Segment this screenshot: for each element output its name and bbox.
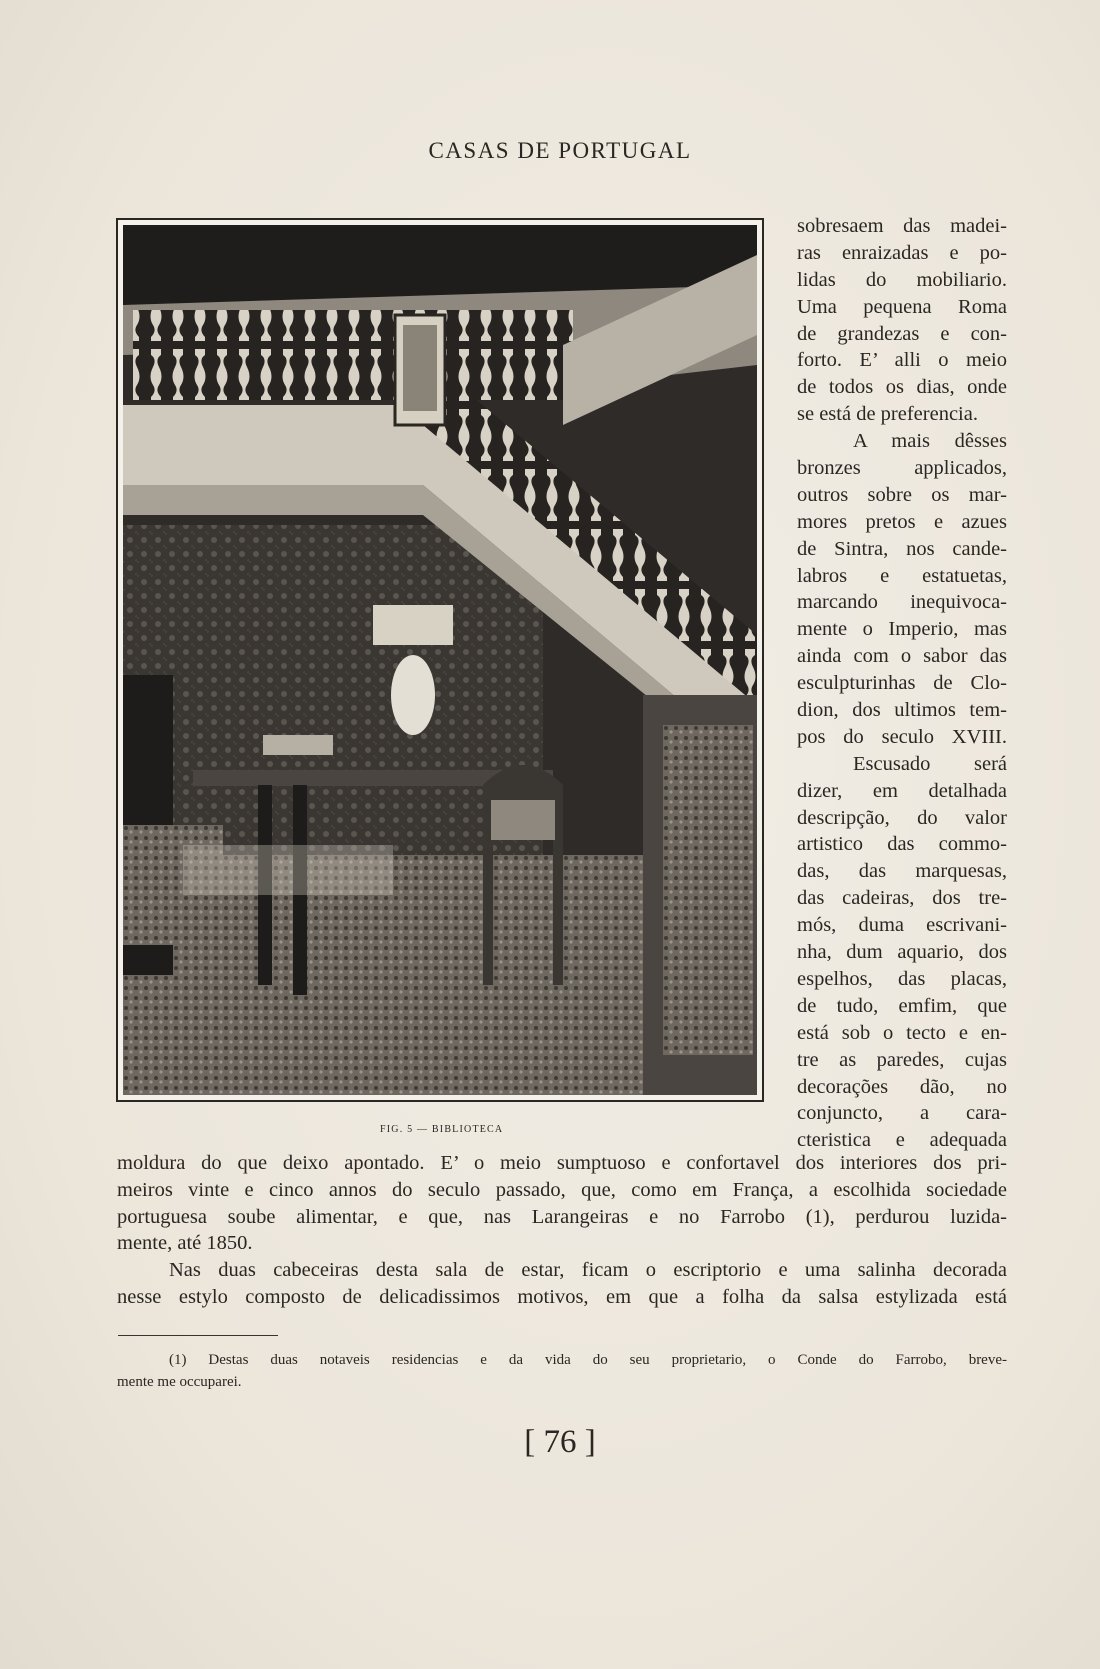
text-line: forto. E’ alli o meio — [797, 349, 1007, 372]
text-line: A mais dêsses — [853, 430, 1007, 453]
footnote-line: mente me occuparei. — [117, 1374, 242, 1390]
text-line: decorações dão, no — [797, 1075, 1007, 1098]
right-column-text — [797, 213, 1007, 1154]
text-line: lidas do mobiliario. — [797, 268, 1007, 291]
running-head: CASAS DE PORTUGAL — [428, 138, 692, 163]
text-line: sobresaem das madei- — [797, 215, 1007, 237]
text-line: esculpturinhas de Clo- — [797, 672, 1007, 695]
text-line: ainda com o sabor das — [797, 645, 1007, 668]
text-line: mós, duma escrivani- — [797, 914, 1007, 937]
text-line: outros sobre os mar- — [797, 483, 1007, 506]
full-width-text — [117, 1150, 1007, 1311]
text-line: mente o Imperio, mas — [797, 618, 1007, 641]
text-line: pos do seculo XVIII. — [797, 725, 1007, 748]
text-line: tre as paredes, cujas — [797, 1048, 1007, 1071]
footnote — [117, 1349, 1007, 1393]
text-line: cteristica e adequada — [797, 1129, 1007, 1152]
figure-caption: FIG. 5 — BIBLIOTECA — [380, 1124, 504, 1135]
library-staircase-photo — [123, 225, 757, 1095]
text-line: de tudo, emfim, que — [797, 994, 1007, 1017]
text-line: bronzes applicados, — [797, 457, 1007, 480]
footnote-line: (1) Destas duas notaveis residencias e da vida do seu proprietario, o Conde do Farrobo, breve- — [169, 1352, 1007, 1368]
text-line: Escusado será — [853, 752, 1007, 775]
text-line: de Sintra, nos cande- — [797, 537, 1007, 560]
text-line: nha, dum aquario, dos — [797, 941, 1007, 964]
text-line: mores pretos e azues — [797, 510, 1007, 533]
text-line: marcando inequivoca- — [797, 591, 1007, 614]
text-line: conjuncto, a cara- — [797, 1102, 1007, 1125]
text-line: se está de preferencia. — [797, 403, 978, 426]
text-line: portuguesa soube alimentar, e que, nas Larangeiras e no Farrobo (1), perdurou luzida- — [117, 1205, 1007, 1228]
text-line: dizer, em detalhada — [797, 779, 1007, 802]
text-line: ras enraizadas e po- — [797, 241, 1007, 264]
text-line: está sob o tecto e en- — [797, 1021, 1007, 1044]
footnote-rule — [118, 1335, 278, 1336]
figure-photograph — [116, 218, 764, 1102]
text-line: moldura do que deixo apontado. E’ o meio sumptuoso e confortavel dos interiores dos pri- — [117, 1152, 1007, 1174]
text-line: meiros vinte e cinco annos do seculo passado, que, como em França, a escolhida sociedade — [117, 1178, 1007, 1201]
text-line: descripção, do valor — [797, 806, 1007, 829]
text-line: labros e estatuetas, — [797, 564, 1007, 587]
text-line: artistico das commo- — [797, 833, 1007, 856]
text-line: das, das marquesas, — [797, 860, 1007, 883]
text-line: Uma pequena Roma — [797, 295, 1007, 318]
text-line: nesse estylo composto de delicadissimos motivos, em que a folha da salsa estylizada está — [117, 1285, 1007, 1308]
text-line: das cadeiras, dos tre- — [797, 887, 1007, 910]
text-line: Nas duas cabeceiras desta sala de estar, ficam o escriptorio e uma salinha decorada — [169, 1259, 1007, 1282]
text-line: de grandezas e con- — [797, 322, 1007, 345]
page-number: [ 76 ] — [524, 1424, 596, 1460]
text-line: espelhos, das placas, — [797, 967, 1007, 990]
text-line: de todos os dias, onde — [797, 376, 1007, 399]
text-line: dion, dos ultimos tem- — [797, 699, 1007, 722]
text-line: mente, até 1850. — [117, 1232, 253, 1255]
